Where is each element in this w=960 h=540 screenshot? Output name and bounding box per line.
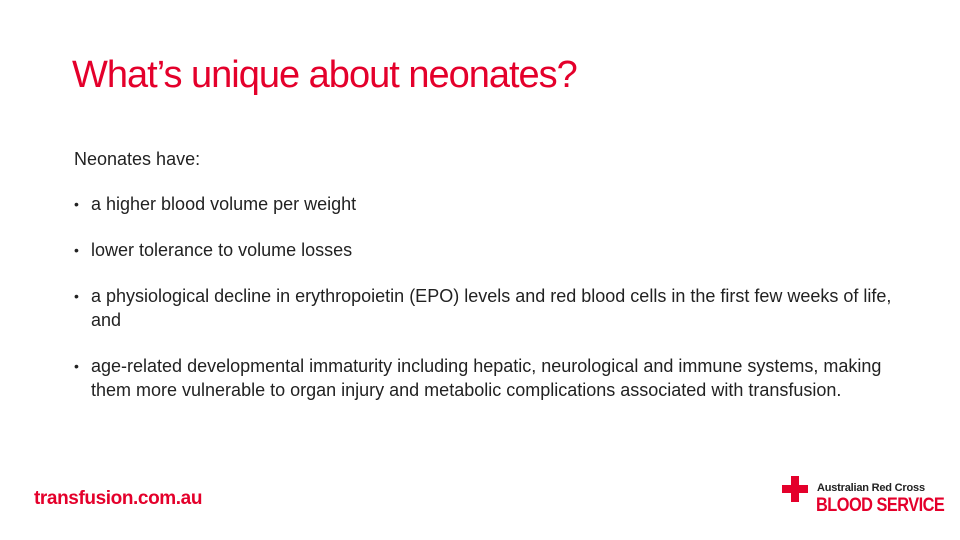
slide-title: What’s unique about neonates? bbox=[72, 54, 577, 96]
bullet-dot-icon: • bbox=[74, 288, 79, 304]
logo-line-1: Australian Red Cross bbox=[817, 482, 925, 494]
bullet-item bbox=[74, 354, 904, 402]
logo-line-2: BLOOD SERVICE bbox=[816, 495, 945, 516]
bullet-item bbox=[74, 192, 904, 216]
bullet-list bbox=[74, 192, 904, 424]
intro-text: Neonates have: bbox=[74, 149, 201, 169]
bullet-dot-icon: • bbox=[74, 358, 79, 374]
bullet-item bbox=[74, 238, 904, 262]
bullet-text: a higher blood volume per weight bbox=[91, 194, 357, 214]
bullet-text: age-related developmental immaturity including hepatic, neurological and immune systems, making them more vulnerable to organ injury and metabolic complications associated with transfusion. bbox=[91, 356, 882, 400]
bullet-dot-icon: • bbox=[74, 242, 79, 258]
bullet-text: a physiological decline in erythropoietin (EPO) levels and red blood cells in the first few weeks of life, and bbox=[91, 286, 892, 330]
footer-url: transfusion.com.au bbox=[34, 488, 203, 509]
bullet-text: lower tolerance to volume losses bbox=[91, 240, 353, 260]
bullet-item bbox=[74, 284, 904, 332]
blood-service-logo bbox=[782, 474, 945, 518]
bullet-dot-icon: • bbox=[74, 196, 79, 212]
red-cross-icon bbox=[782, 476, 808, 502]
